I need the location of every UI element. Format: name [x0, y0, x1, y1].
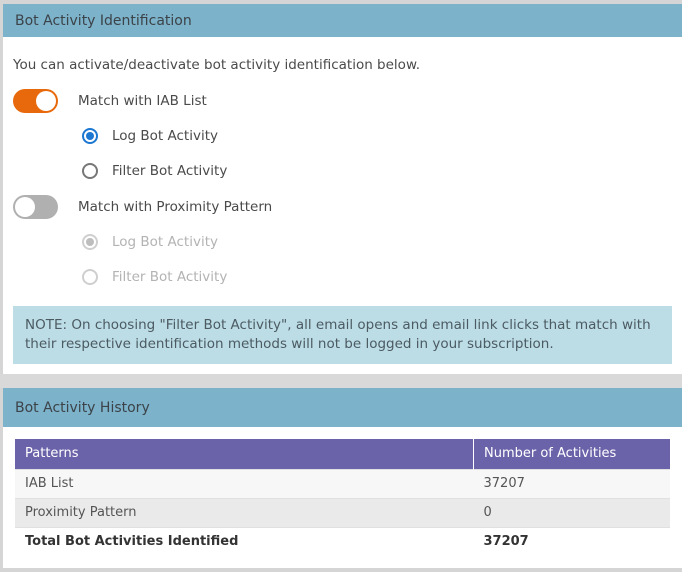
toggle-knob — [36, 91, 56, 111]
bot-activity-identification-panel — [3, 4, 682, 374]
count-cell: 37207 — [474, 469, 671, 498]
activities-column-header: Number of Activities — [474, 439, 671, 469]
iab-list-toggle[interactable] — [13, 89, 58, 113]
panel-divider-gap — [0, 374, 682, 388]
iab-filter-radio-label: Filter Bot Activity — [112, 163, 228, 179]
proximity-toggle-row — [13, 195, 682, 219]
iab-filter-radio[interactable] — [82, 163, 98, 179]
proximity-toggle-label: Match with Proximity Pattern — [78, 199, 273, 215]
count-cell: 0 — [474, 498, 671, 527]
proximity-toggle[interactable] — [13, 195, 58, 219]
iab-filter-radio-row — [82, 163, 682, 179]
pattern-cell: IAB List — [15, 469, 474, 498]
iab-list-toggle-row — [13, 89, 682, 113]
iab-log-radio-label: Log Bot Activity — [112, 128, 218, 144]
iab-log-radio[interactable] — [82, 128, 98, 144]
history-panel-body — [3, 427, 682, 568]
iab-log-radio-row — [82, 128, 682, 144]
proximity-filter-radio-label: Filter Bot Activity — [112, 269, 228, 285]
identification-panel-header — [3, 4, 682, 37]
proximity-filter-radio — [82, 269, 98, 285]
proximity-filter-radio-row — [82, 269, 682, 285]
note-box: NOTE: On choosing "Filter Bot Activity", all email opens and email link clicks that match with their respective identification methods will not be logged in your subscription. — [13, 306, 672, 364]
history-panel-header — [3, 388, 682, 427]
table-row — [15, 498, 670, 527]
table-total-row — [15, 527, 670, 556]
table-row — [15, 469, 670, 498]
toggle-knob — [15, 197, 35, 217]
identification-description: You can activate/deactivate bot activity identification below. — [13, 57, 421, 73]
table-header-row — [15, 439, 670, 469]
bot-activity-history-table — [15, 439, 670, 556]
identification-panel-title: Bot Activity Identification — [15, 12, 192, 29]
total-count-cell: 37207 — [474, 527, 671, 556]
pattern-cell: Proximity Pattern — [15, 498, 474, 527]
settings-page — [3, 4, 682, 568]
identification-panel-body — [3, 57, 682, 374]
proximity-log-radio-row — [82, 234, 682, 250]
bot-activity-history-panel — [3, 388, 682, 568]
proximity-log-radio — [82, 234, 98, 250]
panel-bottom-spacer — [3, 364, 682, 374]
iab-list-toggle-label: Match with IAB List — [78, 93, 207, 109]
total-pattern-cell: Total Bot Activities Identified — [15, 527, 474, 556]
history-panel-title: Bot Activity History — [15, 399, 150, 416]
patterns-column-header: Patterns — [15, 439, 474, 469]
proximity-log-radio-label: Log Bot Activity — [112, 234, 218, 250]
